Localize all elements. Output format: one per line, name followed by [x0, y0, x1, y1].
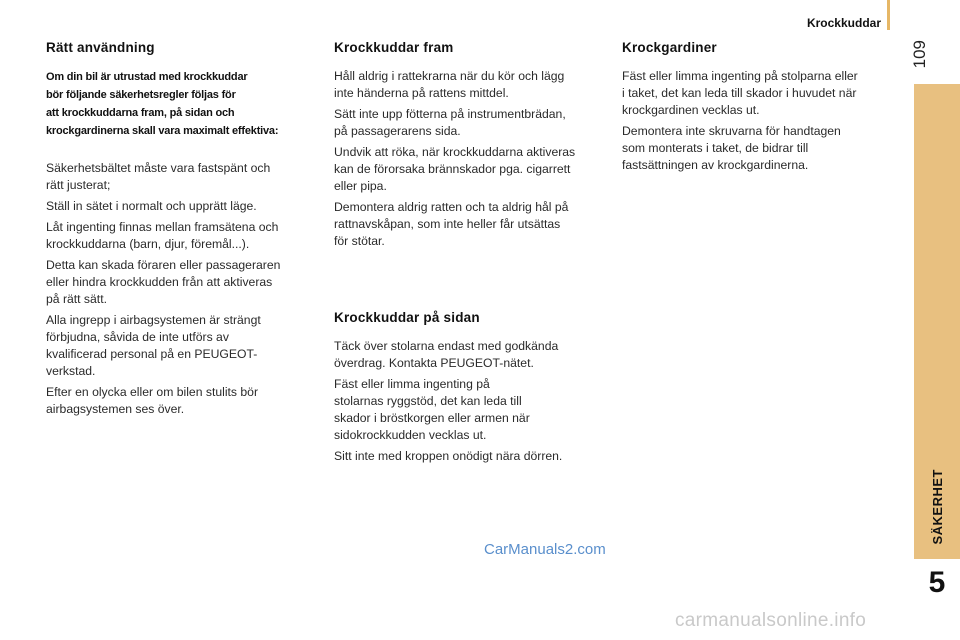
body-paragraph	[334, 144, 604, 195]
column-curtain-airbags	[622, 40, 892, 178]
paragraph-line: Sätt inte upp fötterna på instrumentbrädan,	[334, 107, 566, 121]
heading-correct-use: Rätt användning	[46, 40, 155, 55]
body-paragraph	[46, 219, 316, 253]
paragraph-line: rätt justerat;	[46, 178, 111, 192]
paragraph-line: Demontera inte skruvarna för handtagen	[622, 124, 841, 138]
intro-line: att krockkuddarna fram, på sidan och	[46, 107, 235, 119]
body-paragraph	[334, 338, 609, 372]
paragraph-line: rattnavskåpan, som inte heller får utsättas	[334, 217, 561, 231]
paragraph-line: krockkuddarna (barn, djur, föremål...).	[46, 237, 250, 251]
body-paragraph	[334, 68, 604, 102]
paragraph-line: Sitt inte med kroppen onödigt nära dörren.	[334, 449, 563, 463]
body-paragraph	[46, 257, 316, 308]
paragraph-line: Demontera aldrig ratten och ta aldrig hål på	[334, 200, 569, 214]
paragraph-line: Fäst eller limma ingenting på	[334, 377, 490, 391]
paragraph-line: airbagsystemen ses över.	[46, 402, 185, 416]
paragraph-line: eller pipa.	[334, 179, 387, 193]
watermark-carmanualsonline: carmanualsonline.info	[675, 610, 867, 631]
paragraph-line: Alla ingrepp i airbagsystemen är strängt	[46, 313, 261, 327]
watermark-carmanuals2[interactable]: CarManuals2.com	[484, 541, 606, 558]
body-paragraph	[46, 312, 316, 380]
body-paragraph	[334, 199, 604, 250]
paragraph-line: Fäst eller limma ingenting på stolparna eller	[622, 69, 858, 83]
paragraph-line: kvalificerad personal på en PEUGEOT-	[46, 347, 258, 361]
paragraph-line: på passagerarens sida.	[334, 124, 461, 138]
body-paragraph	[334, 448, 609, 465]
page-number: 109	[910, 40, 929, 69]
paragraph-line: som monterats i taket, de bidrar till	[622, 141, 809, 155]
column-front-airbags	[334, 40, 604, 254]
body-paragraph	[46, 160, 316, 194]
paragraph-line: kan de förorsaka brännskador pga. cigarrett	[334, 162, 571, 176]
heading-curtain-airbags: Krockgardiner	[622, 40, 717, 55]
paragraph-line: eller hindra krockkudden från att aktiveras	[46, 275, 273, 289]
column-correct-use	[46, 40, 316, 422]
body-paragraph	[334, 106, 604, 140]
paragraph-group	[334, 338, 609, 465]
paragraph-line: i taket, det kan leda till skador i huvudet när	[622, 86, 857, 100]
paragraph-line: Håll aldrig i rattekrarna när du kör och lägg	[334, 69, 565, 83]
paragraph-line: verkstad.	[46, 364, 96, 378]
paragraph-line: förbjudna, såvida de inte utförs av	[46, 330, 229, 344]
body-paragraph	[622, 68, 892, 119]
paragraph-line: krockgardinen vecklas ut.	[622, 103, 760, 117]
header-divider	[887, 0, 890, 30]
body-paragraph	[622, 123, 892, 174]
paragraph-group	[622, 68, 892, 174]
paragraph-line: Ställ in sätet i normalt och upprätt läge.	[46, 199, 257, 213]
chapter-label	[914, 469, 960, 545]
paragraph-line: Undvik att röka, när krockkuddarna aktiveras	[334, 145, 576, 159]
heading-side-airbags: Krockkuddar på sidan	[334, 310, 480, 325]
paragraph-line: Låt ingenting finnas mellan framsätena och	[46, 220, 279, 234]
paragraph-group	[334, 68, 604, 250]
paragraph-line: överdrag. Kontakta PEUGEOT-nätet.	[334, 356, 534, 370]
paragraph-line: på rätt sätt.	[46, 292, 107, 306]
intro-paragraph	[46, 68, 316, 140]
paragraph-line: fastsättningen av krockgardinerna.	[622, 158, 809, 172]
column-side-airbags	[334, 310, 609, 469]
chapter-number: 5	[928, 566, 946, 599]
paragraph-line: Täck över stolarna endast med godkända	[334, 339, 559, 353]
chapter-side-tab	[914, 84, 960, 559]
body-paragraph	[46, 384, 316, 418]
paragraph-line: Detta kan skada föraren eller passageraren	[46, 258, 281, 272]
paragraph-group	[46, 160, 316, 418]
paragraph-line: för stötar.	[334, 234, 385, 248]
intro-line: krockgardinerna skall vara maximalt effektiva:	[46, 125, 279, 137]
paragraph-line: Efter en olycka eller om bilen stulits bör	[46, 385, 259, 399]
header-title: Krockkuddar	[806, 16, 881, 30]
intro-line: Om din bil är utrustad med krockkuddar	[46, 71, 248, 83]
intro-line: bör följande säkerhetsregler följas för	[46, 89, 236, 101]
paragraph-line: inte händerna på rattens mittdel.	[334, 86, 509, 100]
body-paragraph	[334, 376, 609, 444]
body-paragraph	[46, 198, 316, 215]
paragraph-line: stolarnas ryggstöd, det kan leda till	[334, 394, 522, 408]
paragraph-line: sidokrockkudden vecklas ut.	[334, 428, 487, 442]
heading-front-airbags: Krockkuddar fram	[334, 40, 454, 55]
paragraph-line: skador i bröstkorgen eller armen när	[334, 411, 530, 425]
chapter-label-text: SÄKERHET	[929, 469, 945, 545]
paragraph-line: Säkerhetsbältet måste vara fastspänt och	[46, 161, 271, 175]
